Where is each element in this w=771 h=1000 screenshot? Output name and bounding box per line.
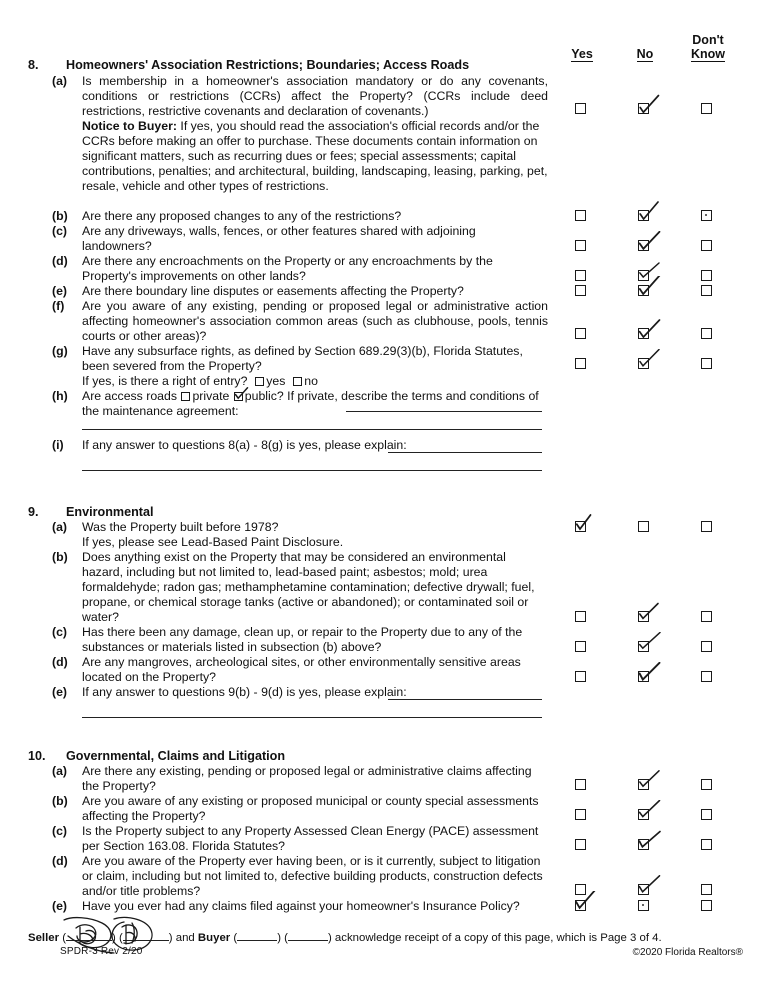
answer-row-8a [552, 103, 771, 116]
checkbox-9c-yes[interactable] [575, 641, 586, 652]
question-8e [0, 284, 642, 299]
question-9a [0, 520, 642, 535]
page-footer [28, 930, 743, 958]
question-8c-label: (c) [52, 224, 68, 238]
access-roads-public-label: public [244, 389, 277, 403]
fill-line-9e-2[interactable] [82, 717, 542, 718]
fill-line-8h-1[interactable] [346, 411, 542, 412]
checkbox-8d-yes[interactable] [575, 270, 586, 281]
checkbox-10b-dont-know[interactable] [701, 809, 712, 820]
question-8b-label: (b) [52, 209, 68, 223]
question-8f-text: Are you aware of any existing, pending or proposed legal or administrative action affecting homeowner's association common areas (such as clubhouse, pools, tennis courts or other areas)? [82, 299, 548, 344]
question-8a [0, 74, 642, 119]
checkbox-9b-yes[interactable] [575, 611, 586, 622]
checkbox-8b-yes[interactable] [575, 210, 586, 221]
question-9a-text: Was the Property built before 1978? [82, 520, 279, 534]
column-header-yes [552, 47, 612, 62]
checkbox-9a-dont-know[interactable] [701, 521, 712, 532]
checkbox-8e-no[interactable] [638, 285, 649, 296]
checkbox-9c-no[interactable] [638, 641, 649, 652]
question-8g [0, 344, 642, 374]
checkbox-8g-dont-know[interactable] [701, 358, 712, 369]
question-9a-label: (a) [52, 520, 68, 534]
checkbox-9b-dont-know[interactable] [701, 611, 712, 622]
checkbox-right-of-entry-no[interactable] [293, 377, 302, 386]
column-header-no [615, 47, 675, 62]
checkbox-10a-dont-know[interactable] [701, 779, 712, 790]
checkbox-9a-no[interactable] [638, 521, 649, 532]
answer-row-8g [552, 358, 771, 371]
question-10c [0, 824, 642, 854]
question-9c-label: (c) [52, 625, 68, 639]
answer-row-8c [552, 240, 771, 253]
checkbox-10a-yes[interactable] [575, 779, 586, 790]
check-mark-icon [636, 201, 666, 225]
question-10e [0, 899, 642, 914]
checkbox-10d-yes[interactable] [575, 884, 586, 895]
checkbox-9b-no[interactable] [638, 611, 649, 622]
checkbox-8e-dont-know[interactable] [701, 285, 712, 296]
question-8i-label: (i) [52, 438, 64, 452]
answer-row-8f [552, 328, 771, 341]
checkbox-10c-no[interactable] [638, 839, 649, 850]
column-header-dont-know-line2: Know [690, 47, 726, 61]
question-9d-label: (d) [52, 655, 68, 669]
question-8d-text: Are there any encroachments on the Property or any encroachments by the Property's improvements on other lands? [82, 254, 493, 284]
answer-row-9c [552, 641, 771, 654]
notice-to-buyer-body: If yes, you should read the association's official records and/or the CCRs before making an offer to purchase. These documents contain information on significant matters, such as recurring dues or fees; special assessments; capital contributions, penalties; and architectural, building, landscaping, leasing, parking, pet, resale, vehicle and other types of restrictions. [82, 119, 548, 194]
check-mark-icon [573, 512, 603, 536]
question-10d [0, 854, 642, 899]
question-8h [0, 389, 642, 419]
notice-to-buyer-bold: Notice to Buyer: [82, 119, 177, 133]
checkbox-8g-no[interactable] [638, 358, 649, 369]
question-8f-label: (f) [52, 299, 65, 313]
fill-line-8h-2[interactable] [82, 429, 542, 430]
question-10a-text: Are there any existing, pending or proposed legal or administrative claims affecting the Property? [82, 764, 532, 794]
checkbox-access-roads-private[interactable] [181, 392, 190, 401]
buyer-initial-1[interactable] [237, 930, 277, 941]
right-of-entry-yes-label: yes [266, 374, 286, 388]
buyer-label: Buyer [197, 932, 231, 944]
checkbox-10c-dont-know[interactable] [701, 839, 712, 850]
question-10d-text: Are you aware of the Property ever having been, or is it currently, subject to litigation or claim, including but not limited to, defective building products, construction defects and/or title problems? [82, 854, 543, 899]
question-9b-text: Does anything exist on the Property that may be considered an environmental hazard, including but not limited to, lead-based paint; asbestos; mold; urea formaldehyde; radon gas; methamphetamine contamination; defective drywall; fuel, propane, or chemical storage tanks (active or abandoned); or contaminated soil or water? [82, 550, 535, 625]
question-8g-right-of-entry [0, 374, 642, 389]
checkbox-10e-dont-know[interactable] [701, 900, 712, 911]
section-9-title: Environmental [66, 505, 154, 519]
checkbox-10e-no[interactable] [638, 900, 649, 911]
question-8h-label: (h) [52, 389, 68, 403]
fill-line-9e-1[interactable] [388, 699, 542, 700]
column-header-yes-label: Yes [571, 47, 593, 61]
question-10b [0, 794, 642, 824]
checkbox-10a-no[interactable] [638, 779, 649, 790]
question-8c [0, 224, 642, 254]
section-8-title: Homeowners' Association Restrictions; Boundaries; Access Roads [66, 58, 470, 72]
fill-line-8i-2[interactable] [82, 470, 542, 471]
checkbox-8c-no[interactable] [638, 240, 649, 251]
answer-row-9a [552, 521, 771, 534]
section-8-number: 8. [28, 58, 39, 72]
answer-row-8e [552, 285, 771, 298]
checkbox-9c-dont-know[interactable] [701, 641, 712, 652]
access-roads-prefix: Are access roads [82, 389, 178, 403]
checkbox-8b-no[interactable] [638, 210, 649, 221]
checkbox-8g-yes[interactable] [575, 358, 586, 369]
checkbox-9d-no[interactable] [638, 671, 649, 682]
notice-to-buyer-paragraph [82, 119, 548, 194]
checkbox-8d-no[interactable] [638, 270, 649, 281]
answer-row-9d [552, 671, 771, 684]
question-8b-text: Are there any proposed changes to any of the restrictions? [82, 209, 402, 223]
question-10e-label: (e) [52, 899, 68, 913]
checkbox-8a-no[interactable] [638, 103, 649, 114]
question-8a-text: Is membership in a homeowner's association mandatory or do any covenants, conditions or restrictions (CCRs) affect the Property? (CCRs include deed restrictions, restrictive covenants and declaration of covenants.) [82, 74, 548, 119]
checkbox-9d-dont-know[interactable] [701, 671, 712, 682]
stray-mark-icon [705, 214, 707, 216]
question-9e [0, 685, 642, 700]
question-9c [0, 625, 642, 655]
seller-initial-2[interactable] [123, 930, 169, 941]
checkbox-access-roads-public[interactable] [234, 392, 243, 401]
question-9e-text: If any answer to questions 9(b) - 9(d) is yes, please explain: [82, 685, 407, 699]
checkbox-10b-yes[interactable] [575, 809, 586, 820]
question-10a [0, 764, 642, 794]
checkbox-8f-dont-know[interactable] [701, 328, 712, 339]
question-9b [0, 550, 642, 625]
question-9d-text: Are any mangroves, archeological sites, or other environmentally sensitive areas located on the Property? [82, 655, 521, 685]
question-10a-label: (a) [52, 764, 68, 778]
answer-row-8d [552, 270, 771, 283]
question-9c-text: Has there been any damage, clean up, or repair to the Property due to any of the substances or materials listed in subsection (b) above? [82, 625, 523, 655]
checkbox-right-of-entry-yes[interactable] [255, 377, 264, 386]
checkbox-8c-yes[interactable] [575, 240, 586, 251]
answer-row-9b [552, 611, 771, 624]
fill-line-8i-1[interactable] [388, 452, 542, 453]
question-8d [0, 254, 642, 284]
checkbox-8a-dont-know[interactable] [701, 103, 712, 114]
seller-label: Seller [28, 932, 60, 944]
column-header-dont-know [678, 33, 738, 62]
right-of-entry-text: If yes, is there a right of entry? [82, 374, 248, 388]
question-9b-label: (b) [52, 550, 68, 564]
checkbox-10c-yes[interactable] [575, 839, 586, 850]
right-of-entry-line [82, 374, 548, 389]
column-header-no-label: No [636, 47, 654, 61]
answer-row-10b [552, 809, 771, 822]
answer-column-headers [552, 20, 771, 62]
question-10e-text: Have you ever had any claims filed against your homeowner's Insurance Policy? [82, 899, 520, 913]
question-8g-text: Have any subsurface rights, as defined by Section 689.29(3)(b), Florida Statutes, been severed from the Property? [82, 344, 523, 374]
question-10c-label: (c) [52, 824, 68, 838]
access-roads-suffix: ? If private, describe the terms and conditions of the maintenance agreement: [82, 389, 539, 419]
question-8i-text: If any answer to questions 8(a) - 8(g) is yes, please explain: [82, 438, 407, 452]
checkbox-8d-dont-know[interactable] [701, 270, 712, 281]
question-9d [0, 655, 642, 685]
check-mark-icon [233, 387, 251, 402]
and-label: and [175, 932, 195, 944]
question-8e-text: Are there boundary line disputes or easements affecting the Property? [82, 284, 464, 298]
checkbox-9a-yes[interactable] [575, 521, 586, 532]
right-of-entry-no-label: no [304, 374, 318, 388]
question-8f [0, 299, 642, 344]
form-identifier: SPDR-3 Rev 2/20 [60, 946, 143, 957]
checkbox-8f-yes[interactable] [575, 328, 586, 339]
checkbox-8c-dont-know[interactable] [701, 240, 712, 251]
access-roads-private-label: private [192, 389, 230, 403]
question-8a-label: (a) [52, 74, 68, 88]
lead-paint-note-text: If yes, please see Lead-Based Paint Disclosure. [82, 535, 344, 549]
question-8h-text [82, 389, 548, 419]
buyer-initial-2[interactable] [288, 930, 328, 941]
question-8d-label: (d) [52, 254, 68, 268]
answer-row-10d [552, 884, 771, 897]
checkbox-8b-dont-know[interactable] [701, 210, 712, 221]
checkbox-8f-no[interactable] [638, 328, 649, 339]
acknowledgement-line: Seller ( ) ( ) and Buyer ( ) ( ) acknowledge receipt of a copy of this page, which is Page 3 of 4. [28, 932, 662, 944]
stray-mark-icon [642, 904, 644, 906]
answer-row-10a [552, 779, 771, 792]
answer-row-10c [552, 839, 771, 852]
checkbox-10d-dont-know[interactable] [701, 884, 712, 895]
question-8c-text: Are any driveways, walls, fences, or other features shared with adjoining landowners? [82, 224, 476, 254]
section-10-number: 10. [28, 749, 46, 763]
checkbox-10e-yes[interactable] [575, 900, 586, 911]
seller-initial-1[interactable] [66, 930, 112, 941]
question-8i [0, 438, 642, 453]
question-10c-text: Is the Property subject to any Property Assessed Clean Energy (PACE) assessment per Section 163.08. Florida Statutes? [82, 824, 539, 854]
question-9a-note [0, 535, 642, 550]
question-8b [0, 209, 642, 224]
answer-row-10e [552, 900, 771, 913]
section-10-title: Governmental, Claims and Litigation [66, 749, 286, 763]
checkbox-9d-yes[interactable] [575, 671, 586, 682]
question-10b-text: Are you aware of any existing or proposed municipal or county special assessments affecting the Property? [82, 794, 539, 824]
copyright-notice: ©2020 Florida Realtors® [632, 947, 743, 958]
checkbox-8a-yes[interactable] [575, 103, 586, 114]
question-10d-label: (d) [52, 854, 68, 868]
checkbox-10d-no[interactable] [638, 884, 649, 895]
answer-row-8b [552, 210, 771, 223]
question-10b-label: (b) [52, 794, 68, 808]
section-9-number: 9. [28, 505, 39, 519]
acknowledgement-text: acknowledge receipt of a copy of this page, which is Page 3 of 4. [334, 932, 662, 944]
notice-to-buyer-8a [0, 119, 642, 194]
question-8g-label: (g) [52, 344, 68, 358]
checkbox-10b-no[interactable] [638, 809, 649, 820]
checkbox-8e-yes[interactable] [575, 285, 586, 296]
question-9e-label: (e) [52, 685, 68, 699]
column-header-dont-know-line1: Don't [692, 33, 724, 47]
question-8e-label: (e) [52, 284, 68, 298]
